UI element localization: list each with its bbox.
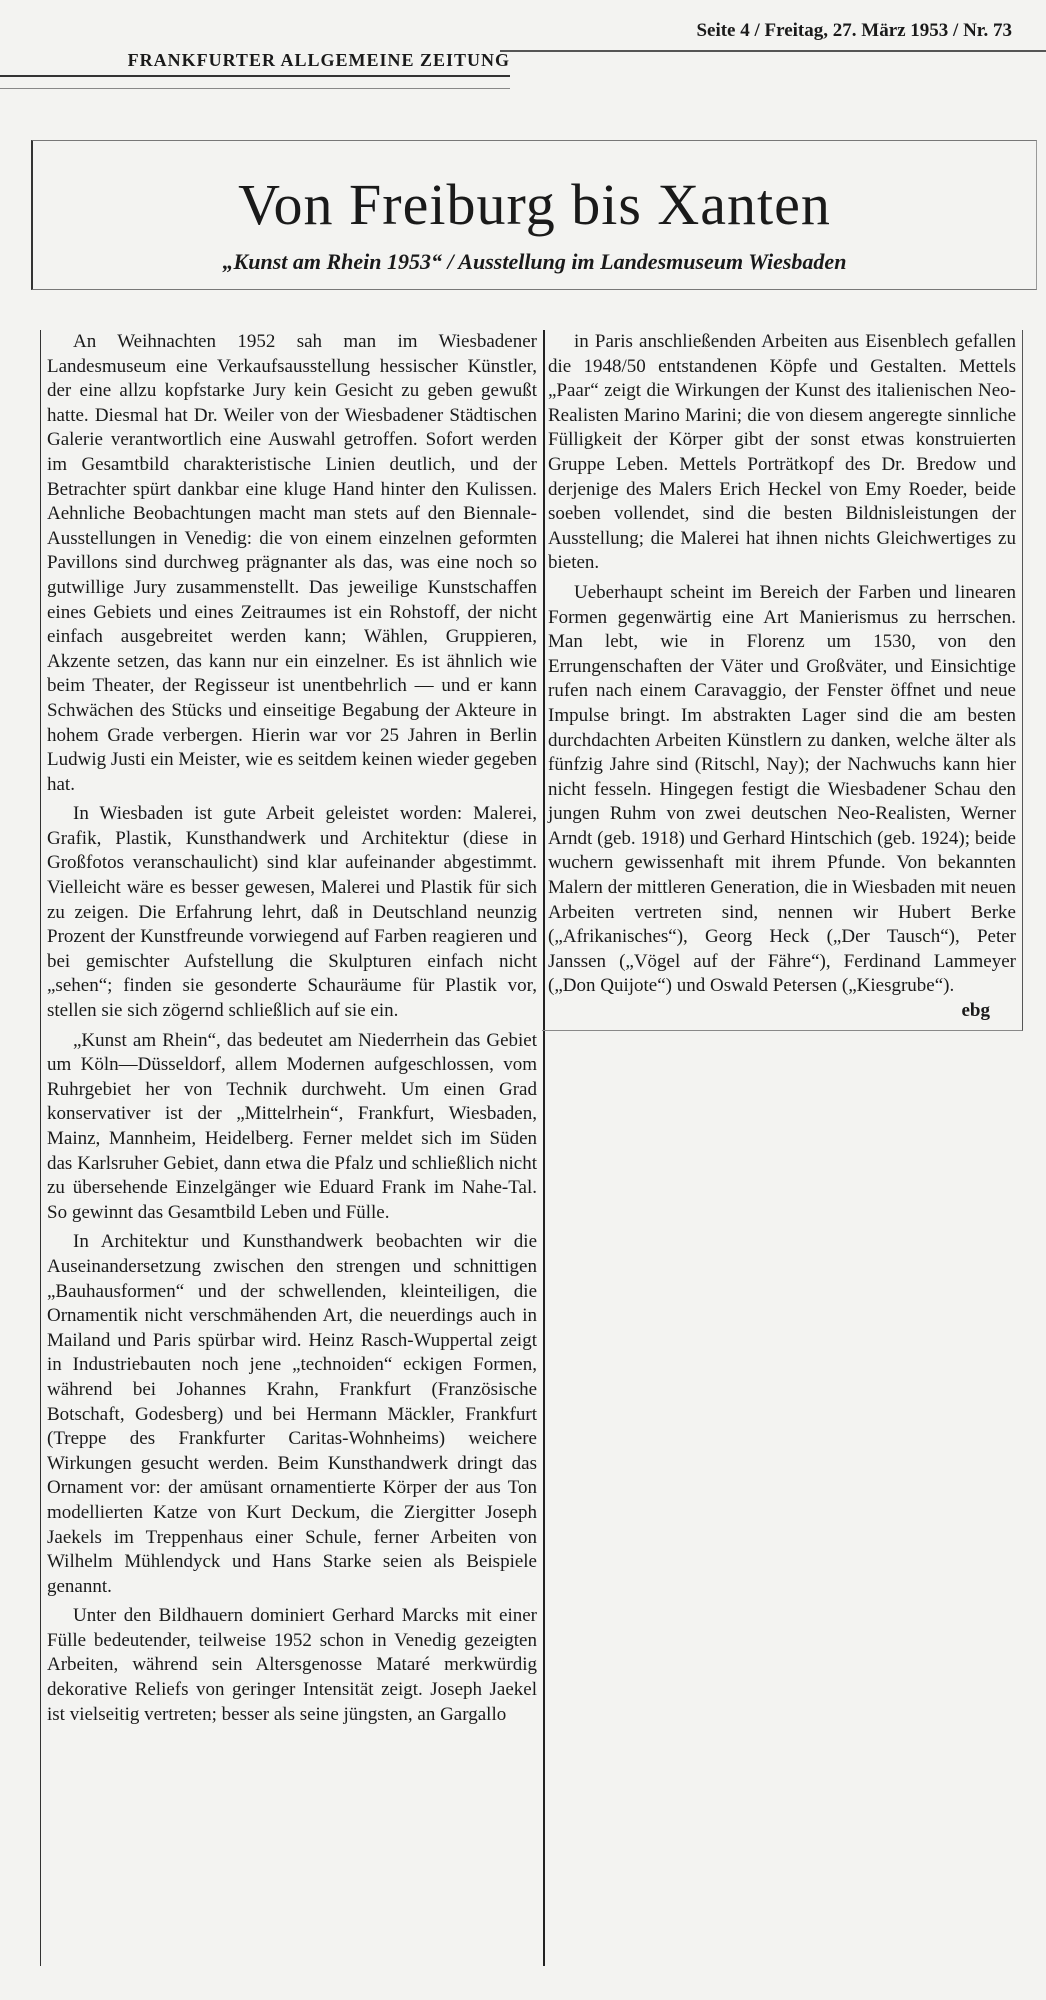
masthead: FRANKFURTER ALLGEMEINE ZEITUNG [0,50,510,77]
article-column-right [542,330,1023,1031]
paragraph: In Architektur und Kunsthandwerk beobachten wir die Auseinandersetzung zwischen den strengen und schnittigen „Bauhausformen“ und der schwellenden, kleinteiligen, die Ornamentik nicht verschmähenden Art, die neuerdings auch in Mailand und Paris spürbar wird. Heinz Rasch-Wuppertal zeigt in Industriebauten noch jene „technoiden“ eckigen Formen, während bei Johannes Krahn, Frankfurt (Französische Botschaft, Godesberg) und bei Hermann Mäckler, Frankfurt (Treppe des Frankfurter Caritas-Wohnheims) weichere Wirkungen gesucht werden. Beim Kunsthandwerk dringt das Ornament vor: der amüsant ornamentierte Körper der aus Ton modellierten Katze von Kurt Deckum, die Ziergitter Joseph Jaekels im Treppenhaus einer Schule, ferner Arbeiten von Wilhelm Mühlendyck und Hans Starke seien als Beispiele genannt. [47,1231,537,1597]
headline-box [31,140,1037,290]
paragraph: in Paris anschließenden Arbeiten aus Eisenblech gefallen die 1948/50 entstandenen Köpfe und Gestalten. Mettels „Paar“ zeigt die Wirkungen der Kunst des italienischen Neo-Realisten Marino Marini; die von diesem angeregte sinnliche Fülligkeit der Körper gibt der sonst etwas konstruierten Gruppe Leben. Mettels Porträtkopf des Dr. Bredow und derjenige des Malers Erich Heckel von Emy Roeder, beide soeben vollendet, sind die besten Bildnisleistungen der Ausstellung; die Malerei hat ihnen nichts Gleichwertiges zu bieten. [548,331,1016,574]
dateline: Seite 4 / Freitag, 27. März 1953 / Nr. 73 [696,20,1012,41]
author-signature: ebg [961,1000,990,1022]
article-headline: Von Freiburg bis Xanten [238,172,831,237]
masthead-rule [0,88,510,89]
article-subhead: „Kunst am Rhein 1953“ / Ausstellung im Landesmuseum Wiesbaden [222,249,847,274]
paragraph: An Weihnachten 1952 sah man im Wiesbadener Landesmuseum eine Verkaufsausstellung hessischer Künstler, der eine allzu kopfstarke Jury kein Gesicht zu geben gewußt hatte. Diesmal hat Dr. Weiler von der Wiesbadener Städtischen Galerie verantwortlich eine Auswahl getroffen. Sofort werden im Gesamtbild charakteristische Linien deutlich, und der Betrachter spürt dankbar eine kluge Hand hinter den Kulissen. Aehnliche Beobachtungen macht man stets auf den Biennale-Ausstellungen in Venedig: die von einem einzelnen geformten Pavillons sind durchweg prägnanter als das, was eine noch so gutwillige Jury zusammenstellt. Das jeweilige Kunstschaffen eines Gebiets und eines Zeitraumes ist ein Rohstoff, der nicht einfach ausgebreitet werden kann; Wählen, Gruppieren, Akzente setzen, das kann nur ein einzelner. Es ist ähnlich wie beim Theater, der Regisseur ist unentbehrlich — und er kann Schwächen des Stücks und einseitige Begabung der Akteure in hohem Grade verbergen. Hierin war vor 25 Jahren in Berlin Ludwig Justi ein Meister, wie es seitdem keinen wieder gegeben hat. [47,331,537,795]
dateline-rule [500,50,1046,52]
paragraph: In Wiesbaden ist gute Arbeit geleistet worden: Malerei, Grafik, Plastik, Kunsthandwerk und Architektur (diese in Großfotos veranschaulicht) sind klar aufeinander abgestimmt. Vielleicht wäre es besser gewesen, Malerei und Plastik für sich zu zeigen. Die Erfahrung lehrt, daß in Deutschland neunzig Prozent der Kunstfreunde vorwiegend auf Farben reagieren und bei gemischter Aufstellung die Skulpturen einfach nicht „sehen“; finden sie gesonderte Schauräume für Plastik vor, stellen sie sich zögernd schließlich auf sie ein. [47,803,537,1022]
paragraph: „Kunst am Rhein“, das bedeutet am Niederrhein das Gebiet um Köln—Düsseldorf, allem Modernen aufgeschlossen, vom Ruhrgebiet her von Technik durchweht. Um einen Grad konservativer ist der „Mittelrhein“, Frankfurt, Wiesbaden, Mainz, Mannheim, Heidelberg. Ferner meldet sich im Süden das Karlsruher Gebiet, dann etwa die Pfalz und schließlich nicht zu übersehende Einzelgänger wie Eduard Frank im Nahe-Tal. So gewinnt das Gesamtbild Leben und Fülle. [47,1029,537,1223]
paragraph: Unter den Bildhauern dominiert Gerhard Marcks mit einer Fülle bedeutender, teilweise 1952 schon in Venedig gezeigten Arbeiten, während sein Altersgenosse Mataré merkwürdig dekorative Reliefs von geringer Intensität zeigt. Joseph Jaekel ist vielseitig vertreten; besser als seine jüngsten, an Gargallo [47,1605,537,1725]
paragraph-text: Ueberhaupt scheint im Bereich der Farben und linearen Formen gegenwärtig eine Art Manierismus zu herrschen. Man lebt, wie in Florenz um 1530, von den Errungenschaften der Väter und Großväter, und Einsichtige rufen nach einem Caravaggio, der Fenster öffnet und neue Impulse bringt. Im abstrakten Lager sind die am besten durchdachten Arbeiten Künstlern zu danken, welche älter als fünfzig Jahre sind (Ritschl, Nay); der Nachwuchs kann hier nicht fesseln. Hingegen festigt die Wiesbadener Schau den jungen Ruhm von zwei deutschen Neo-Realisten, Werner Arndt (geb. 1918) und Gerhard Hintschich (geb. 1924); beide wuchern gewissenhaft mit ihrem Pfunde. Von bekannten Malern der mittleren Generation, die in Wiesbaden mit neuen Arbeiten vertreten sind, nennen wir Hubert Berke („Afrikanisches“), Georg Heck („Der Tausch“), Peter Janssen („Vögel auf der Fähre“), Ferdinand Lammeyer („Don Quijote“) und Oswald Petersen („Kiesgrube“). [548,581,1016,997]
paragraph-with-signature [548,581,1016,1022]
article-column-left [40,330,545,1966]
